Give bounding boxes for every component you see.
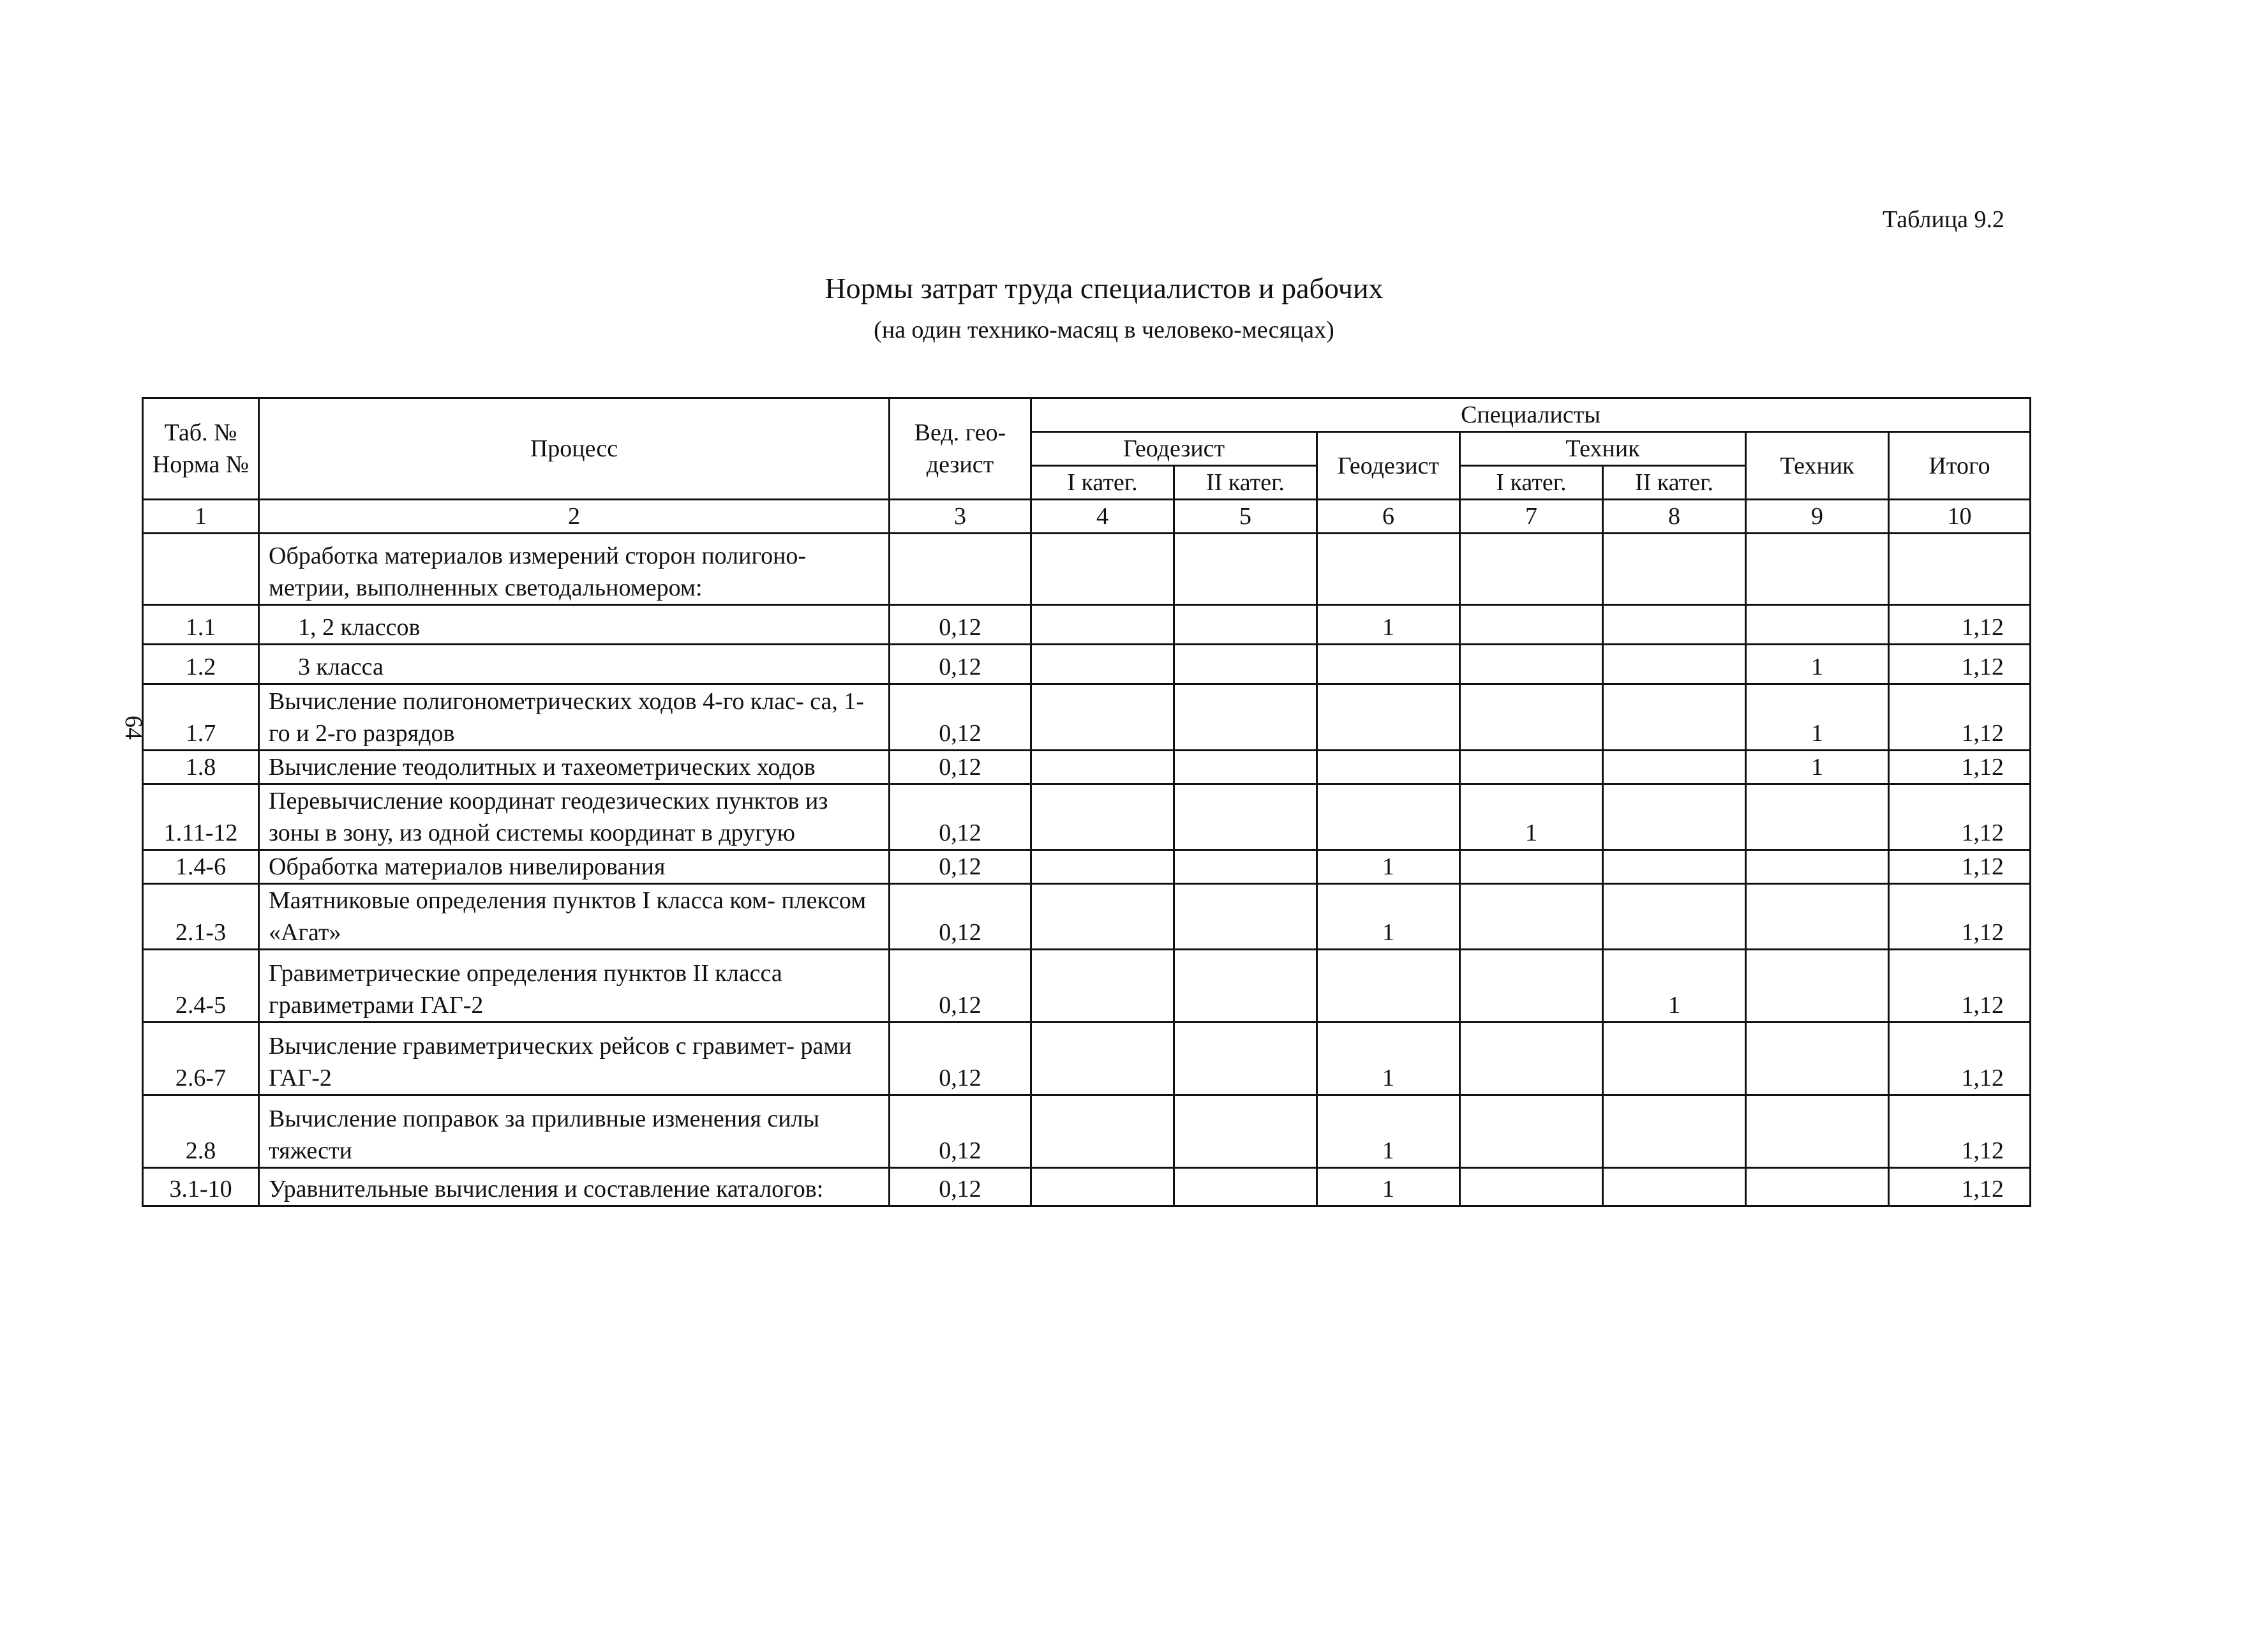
cell-no: 1.2 (143, 645, 259, 684)
cell-c8 (1603, 751, 1746, 784)
cell-c6: 1 (1317, 850, 1460, 884)
cell-c8 (1603, 850, 1746, 884)
header-process: Процесс (259, 398, 890, 500)
cell-total: 1,12 (1889, 850, 2031, 884)
cell-c8 (1603, 1022, 1746, 1095)
cell-ved: 0,12 (890, 850, 1031, 884)
cell-c9 (1746, 884, 1889, 950)
cell-process: Обработка материалов нивелирования (259, 850, 890, 884)
cell-c5 (1174, 784, 1317, 850)
cell-total: 1,12 (1889, 1168, 2031, 1206)
cell-c8 (1603, 1168, 1746, 1206)
cell-no: 2.1-3 (143, 884, 259, 950)
cell-process: Гравиметрические определения пунктов II класса гравиметрами ГАГ-2 (259, 950, 890, 1022)
header-total: Итого (1889, 432, 2031, 500)
cell-no: 1.11-12 (143, 784, 259, 850)
cell-no (143, 534, 259, 605)
table-row (143, 884, 2031, 950)
cell-c5 (1174, 605, 1317, 645)
cell-no: 2.8 (143, 1095, 259, 1168)
table-row (143, 1095, 2031, 1168)
cell-ved: 0,12 (890, 1022, 1031, 1095)
header-geodesist-group: Геодезист (1031, 432, 1317, 466)
cell-c4 (1031, 645, 1174, 684)
cell-c4 (1031, 684, 1174, 751)
cell-no: 2.6-7 (143, 1022, 259, 1095)
cell-no: 3.1-10 (143, 1168, 259, 1206)
cell-c8 (1603, 645, 1746, 684)
cell-c6 (1317, 645, 1460, 684)
cell-process: Уравнительные вычисления и составление каталогов: (259, 1168, 890, 1206)
header-geodesist: Геодезист (1317, 432, 1460, 500)
cell-no: 1.8 (143, 751, 259, 784)
cell-process: Вычисление полигонометрических ходов 4-го клас- са, 1-го и 2-го разрядов (259, 684, 890, 751)
cell-c4 (1031, 534, 1174, 605)
cell-c6 (1317, 684, 1460, 751)
cell-c7 (1460, 751, 1603, 784)
cell-c9 (1746, 534, 1889, 605)
cell-c9 (1746, 784, 1889, 850)
cell-c6: 1 (1317, 1168, 1460, 1206)
cell-c5 (1174, 684, 1317, 751)
cell-no: 1.4-6 (143, 850, 259, 884)
cell-process: 1, 2 классов (259, 605, 890, 645)
cell-process: Вычисление гравиметрических рейсов с гравимет- рами ГАГ-2 (259, 1022, 890, 1095)
cell-total: 1,12 (1889, 950, 2031, 1022)
cell-c9: 1 (1746, 684, 1889, 751)
header-tech-cat2: II катег. (1603, 466, 1746, 500)
cell-no: 2.4-5 (143, 950, 259, 1022)
cell-total: 1,12 (1889, 784, 2031, 850)
cell-c8 (1603, 605, 1746, 645)
cell-c9: 1 (1746, 751, 1889, 784)
cell-c4 (1031, 1095, 1174, 1168)
cell-process: Обработка материалов измерений сторон полигоно- метрии, выполненных светодальномером: (259, 534, 890, 605)
cell-c7 (1460, 1168, 1603, 1206)
cell-ved: 0,12 (890, 784, 1031, 850)
cell-total: 1,12 (1889, 751, 2031, 784)
table-row (143, 751, 2031, 784)
cell-ved: 0,12 (890, 1095, 1031, 1168)
cell-ved: 0,12 (890, 1168, 1031, 1206)
cell-ved: 0,12 (890, 684, 1031, 751)
cell-total: 1,12 (1889, 645, 2031, 684)
table-row (143, 850, 2031, 884)
col-number: 2 (259, 500, 890, 534)
header-technik: Техник (1746, 432, 1889, 500)
cell-c6 (1317, 784, 1460, 850)
cell-process: Вычисление поправок за приливные изменения силы тяжести (259, 1095, 890, 1168)
cell-c5 (1174, 751, 1317, 784)
table-row (143, 1168, 2031, 1206)
table-row (143, 784, 2031, 850)
cell-c4 (1031, 784, 1174, 850)
cell-total: 1,12 (1889, 884, 2031, 950)
cell-c7 (1460, 645, 1603, 684)
cell-total: 1,12 (1889, 605, 2031, 645)
cell-c4 (1031, 850, 1174, 884)
table-row (143, 950, 2031, 1022)
cell-c8 (1603, 784, 1746, 850)
table-row (143, 645, 2031, 684)
cell-ved: 0,12 (890, 950, 1031, 1022)
col-number: 10 (1889, 500, 2031, 534)
cell-c6: 1 (1317, 605, 1460, 645)
header-geo-cat2: II катег. (1174, 466, 1317, 500)
cell-process: 3 класса (259, 645, 890, 684)
cell-total: 1,12 (1889, 684, 2031, 751)
cell-c6: 1 (1317, 1022, 1460, 1095)
cell-c6 (1317, 950, 1460, 1022)
cell-c5 (1174, 534, 1317, 605)
cell-total (1889, 534, 2031, 605)
cell-c7 (1460, 534, 1603, 605)
cell-c7: 1 (1460, 784, 1603, 850)
cell-c4 (1031, 1022, 1174, 1095)
cell-process: Вычисление теодолитных и тахеометрических ходов (259, 751, 890, 784)
cell-c5 (1174, 950, 1317, 1022)
table-row (143, 684, 2031, 751)
cell-c8 (1603, 684, 1746, 751)
cell-c4 (1031, 950, 1174, 1022)
table-row (143, 1022, 2031, 1095)
col-number: 9 (1746, 500, 1889, 534)
cell-c9 (1746, 850, 1889, 884)
cell-c5 (1174, 1095, 1317, 1168)
cell-c9 (1746, 1022, 1889, 1095)
header-tech-cat1: I катег. (1460, 466, 1603, 500)
col-number: 6 (1317, 500, 1460, 534)
norms-table (142, 397, 2031, 1207)
header-technik-group: Техник (1460, 432, 1746, 466)
column-number-row (143, 500, 2031, 534)
cell-process: Маятниковые определения пунктов I класса ком- плексом «Агат» (259, 884, 890, 950)
col-number: 5 (1174, 500, 1317, 534)
cell-ved: 0,12 (890, 751, 1031, 784)
cell-c8 (1603, 1095, 1746, 1168)
cell-c4 (1031, 1168, 1174, 1206)
cell-c5 (1174, 1168, 1317, 1206)
cell-c8 (1603, 884, 1746, 950)
cell-c9 (1746, 1168, 1889, 1206)
cell-c5 (1174, 1022, 1317, 1095)
cell-c9 (1746, 605, 1889, 645)
cell-c9: 1 (1746, 645, 1889, 684)
cell-c7 (1460, 1095, 1603, 1168)
cell-c5 (1174, 645, 1317, 684)
cell-c7 (1460, 884, 1603, 950)
document-subtitle: (на один технико-масяц в человеко-месяцах) (874, 317, 1334, 343)
header-tab-no: Таб. № Норма № (143, 398, 259, 500)
cell-c4 (1031, 605, 1174, 645)
header-geo-cat1: I катег. (1031, 466, 1174, 500)
cell-c6 (1317, 534, 1460, 605)
cell-no: 1.7 (143, 684, 259, 751)
cell-c9 (1746, 950, 1889, 1022)
cell-c4 (1031, 751, 1174, 784)
cell-c7 (1460, 1022, 1603, 1095)
cell-ved: 0,12 (890, 645, 1031, 684)
col-number: 7 (1460, 500, 1603, 534)
cell-ved (890, 534, 1031, 605)
cell-c5 (1174, 884, 1317, 950)
cell-c7 (1460, 850, 1603, 884)
cell-c7 (1460, 605, 1603, 645)
table-label: Таблица 9.2 (1883, 206, 2005, 233)
cell-c6: 1 (1317, 884, 1460, 950)
cell-c5 (1174, 850, 1317, 884)
col-number: 4 (1031, 500, 1174, 534)
col-number: 3 (890, 500, 1031, 534)
col-number: 1 (143, 500, 259, 534)
cell-no: 1.1 (143, 605, 259, 645)
table-row (143, 605, 2031, 645)
cell-ved: 0,12 (890, 884, 1031, 950)
col-number: 8 (1603, 500, 1746, 534)
document-title: Нормы затрат труда специалистов и рабочих (824, 272, 1384, 304)
cell-c6: 1 (1317, 1095, 1460, 1168)
cell-c8: 1 (1603, 950, 1746, 1022)
cell-total: 1,12 (1889, 1095, 2031, 1168)
cell-c7 (1460, 950, 1603, 1022)
cell-ved: 0,12 (890, 605, 1031, 645)
cell-total: 1,12 (1889, 1022, 2031, 1095)
table-row (143, 534, 2031, 605)
header-ved-geodesist: Вед. гео- дезист (890, 398, 1031, 500)
cell-c7 (1460, 684, 1603, 751)
header-specialists: Специалисты (1031, 398, 2031, 432)
cell-c8 (1603, 534, 1746, 605)
cell-process: Перевычисление координат геодезических пунктов из зоны в зону, из одной системы координат в другую (259, 784, 890, 850)
cell-c9 (1746, 1095, 1889, 1168)
page-number: 64 (120, 715, 147, 740)
cell-c6 (1317, 751, 1460, 784)
cell-c4 (1031, 884, 1174, 950)
